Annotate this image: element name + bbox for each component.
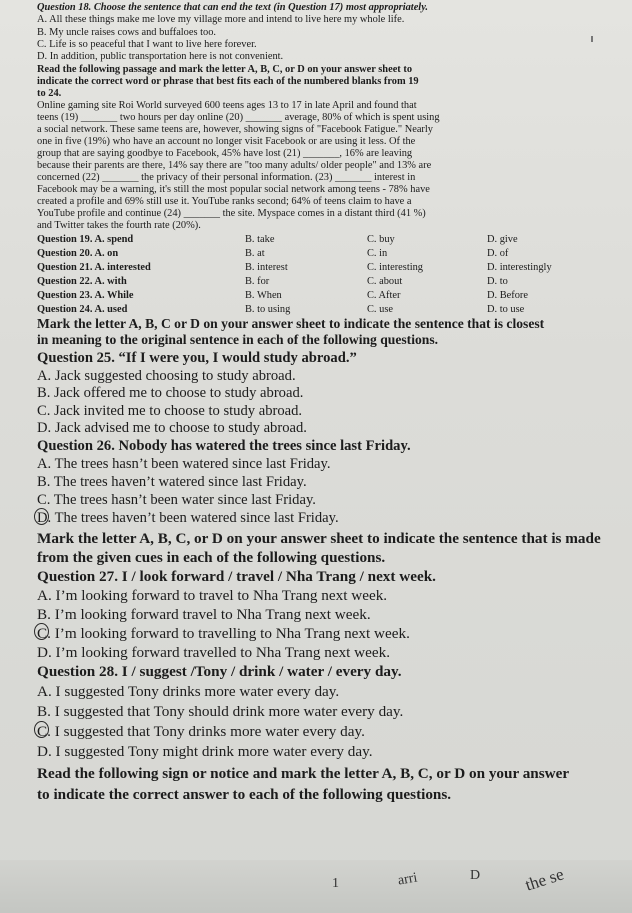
q24-option-b: B. to using (245, 304, 291, 315)
fold-text-2: arri (396, 870, 419, 889)
q26-stem: Question 26. Nobody has watered the trees since last Friday. (37, 438, 411, 454)
q28-option-c: C. I suggested that Tony drinks more water every day. (37, 723, 365, 740)
q19-option-b: B. take (245, 234, 275, 245)
q28-option-b: B. I suggested that Tony should drink more water every day. (37, 703, 404, 720)
q23-option-a: Question 23. A. While (37, 290, 134, 301)
fold-text-1: 1 (332, 876, 339, 891)
q21-option-c: C. interesting (367, 262, 423, 273)
q28-option-a: A. I suggested Tony drinks more water every day. (37, 683, 340, 700)
passage-line-9: created a profile and 69% still use it. YouTube ranks second; 64% of teens claim to have a (37, 196, 412, 207)
passage-line-5: group that are saying goodbye to Facebook, 45% have lost (21) _______, 16% are leaving (37, 148, 413, 159)
q25-option-b: B. Jack offered me to choose to study abroad. (37, 385, 304, 401)
closest-instruction-1: Mark the letter A, B, C or D on your answer sheet to indicate the sentence that is closest (37, 316, 545, 331)
q27-option-b: B. I’m looking forward travel to Nha Trang next week. (37, 606, 371, 623)
q20-option-b: B. at (245, 248, 265, 259)
q18-option-c: C. Life is so peaceful that I want to live here forever. (37, 39, 257, 50)
fold-text-4: the se (522, 864, 567, 895)
q27-stem: Question 27. I / look forward / travel / Nha Trang / next week. (37, 568, 436, 585)
q19-option-d: D. give (487, 234, 518, 245)
passage-line-8: Facebook may be a warning, it's still the most popular social network among teens - 78% have (37, 184, 430, 195)
q18-title: Question 18. Choose the sentence that can end the text (in Question 17) most appropriately. (37, 2, 429, 13)
q22-option-c: C. about (367, 276, 403, 287)
q20-option-a: Question 20. A. on (37, 248, 119, 259)
q18-option-b: B. My uncle raises cows and buffaloes too. (37, 27, 217, 38)
q18-option-a: A. All these things make me love my village more and intend to live here my whole life. (37, 14, 405, 25)
passage-line-11: and Twitter takes the fourth rate (20%). (37, 220, 201, 231)
q22-option-b: B. for (245, 276, 270, 287)
passage-line-6: because their parents are there, 14% say there are "too many adults/ older people" and 13% are (37, 160, 432, 171)
q21-option-d: D. interestingly (487, 262, 552, 273)
closest-instruction-2: in meaning to the original sentence in each of the following questions. (37, 332, 439, 347)
q25-option-a: A. Jack suggested choosing to study abroad. (37, 368, 296, 384)
passage-instruction-3: to 24. (37, 88, 62, 99)
sign-instruction-1: Read the following sign or notice and mark the letter A, B, C, or D on your answer (37, 765, 570, 782)
sign-instruction-2: to indicate the correct answer to each of the following questions. (37, 786, 452, 803)
q19-option-a: Question 19. A. spend (37, 234, 134, 245)
passage-line-3: a social network. These same teens are, however, showing signs of "Facebook Fatigue." Nearly (37, 124, 433, 135)
q24-option-d: D. to use (487, 304, 525, 315)
q20-option-c: C. in (367, 248, 388, 259)
cues-instruction-1: Mark the letter A, B, C, or D on your answer sheet to indicate the sentence that is made (37, 530, 601, 547)
passage-line-10: YouTube profile and continue (24) _______ the site. Myspace comes in a distant third (41 %) (37, 208, 426, 219)
q25-option-d: D. Jack advised me to choose to study abroad. (37, 420, 307, 436)
q23-option-b: B. When (245, 290, 282, 301)
passage-instruction-2: indicate the correct word or phrase that best fits each of the numbered blanks from 19 (37, 76, 419, 87)
q22-option-d: D. to (487, 276, 508, 287)
passage-line-4: one in five (19%) who have an account no longer visit Facebook or are using it less. Of the (37, 136, 416, 147)
q21-option-a: Question 21. A. interested (37, 262, 151, 273)
passage-line-7: concerned (22) _______ the privacy of their personal information. (23) _______ interest in (37, 172, 416, 183)
q26-option-a: A. The trees hasn’t been watered since last Friday. (37, 456, 331, 472)
q26-option-d: D. The trees haven’t been watered since last Friday. (37, 510, 339, 526)
q26-option-b: B. The trees haven’t watered since last Friday. (37, 474, 307, 490)
q24-option-a: Question 24. A. used (37, 304, 128, 315)
q28-option-d: D. I suggested Tony might drink more water every day. (37, 743, 373, 760)
q21-option-b: B. interest (245, 262, 288, 273)
q26-option-c: C. The trees hasn’t been water since last Friday. (37, 492, 316, 508)
q19-option-c: C. buy (367, 234, 395, 245)
pen-mark (591, 36, 593, 42)
fold-text-3: D (470, 868, 481, 883)
q23-option-c: C. After (367, 290, 401, 301)
q27-option-d: D. I’m looking forward travelled to Nha Trang next week. (37, 644, 391, 661)
q18-option-d: D. In addition, public transportation here is not convenient. (37, 51, 284, 62)
passage-instruction-1: Read the following passage and mark the letter A, B, C, or D on your answer sheet to (37, 64, 413, 75)
q25-stem: Question 25. “If I were you, I would study abroad.” (37, 350, 357, 366)
q27-option-a: A. I’m looking forward to travel to Nha Trang next week. (37, 587, 388, 604)
q24-option-c: C. use (367, 304, 393, 315)
q28-stem: Question 28. I / suggest /Tony / drink / water / every day. (37, 663, 402, 680)
q23-option-d: D. Before (487, 290, 528, 301)
cues-instruction-2: from the given cues in each of the following questions. (37, 549, 386, 566)
q22-option-a: Question 22. A. with (37, 276, 127, 287)
passage-line-2: teens (19) _______ two hours per day online (20) _______ average, 80% of which is spent using (37, 112, 440, 123)
q27-option-c: C. I’m looking forward to travelling to Nha Trang next week. (37, 625, 410, 642)
q25-option-c: C. Jack invited me to choose to study abroad. (37, 403, 303, 419)
q20-option-d: D. of (487, 248, 509, 259)
folded-page-edge (0, 860, 632, 913)
passage-line-1: Online gaming site Roi World surveyed 600 teens ages 13 to 17 in late April and found that (37, 100, 417, 111)
